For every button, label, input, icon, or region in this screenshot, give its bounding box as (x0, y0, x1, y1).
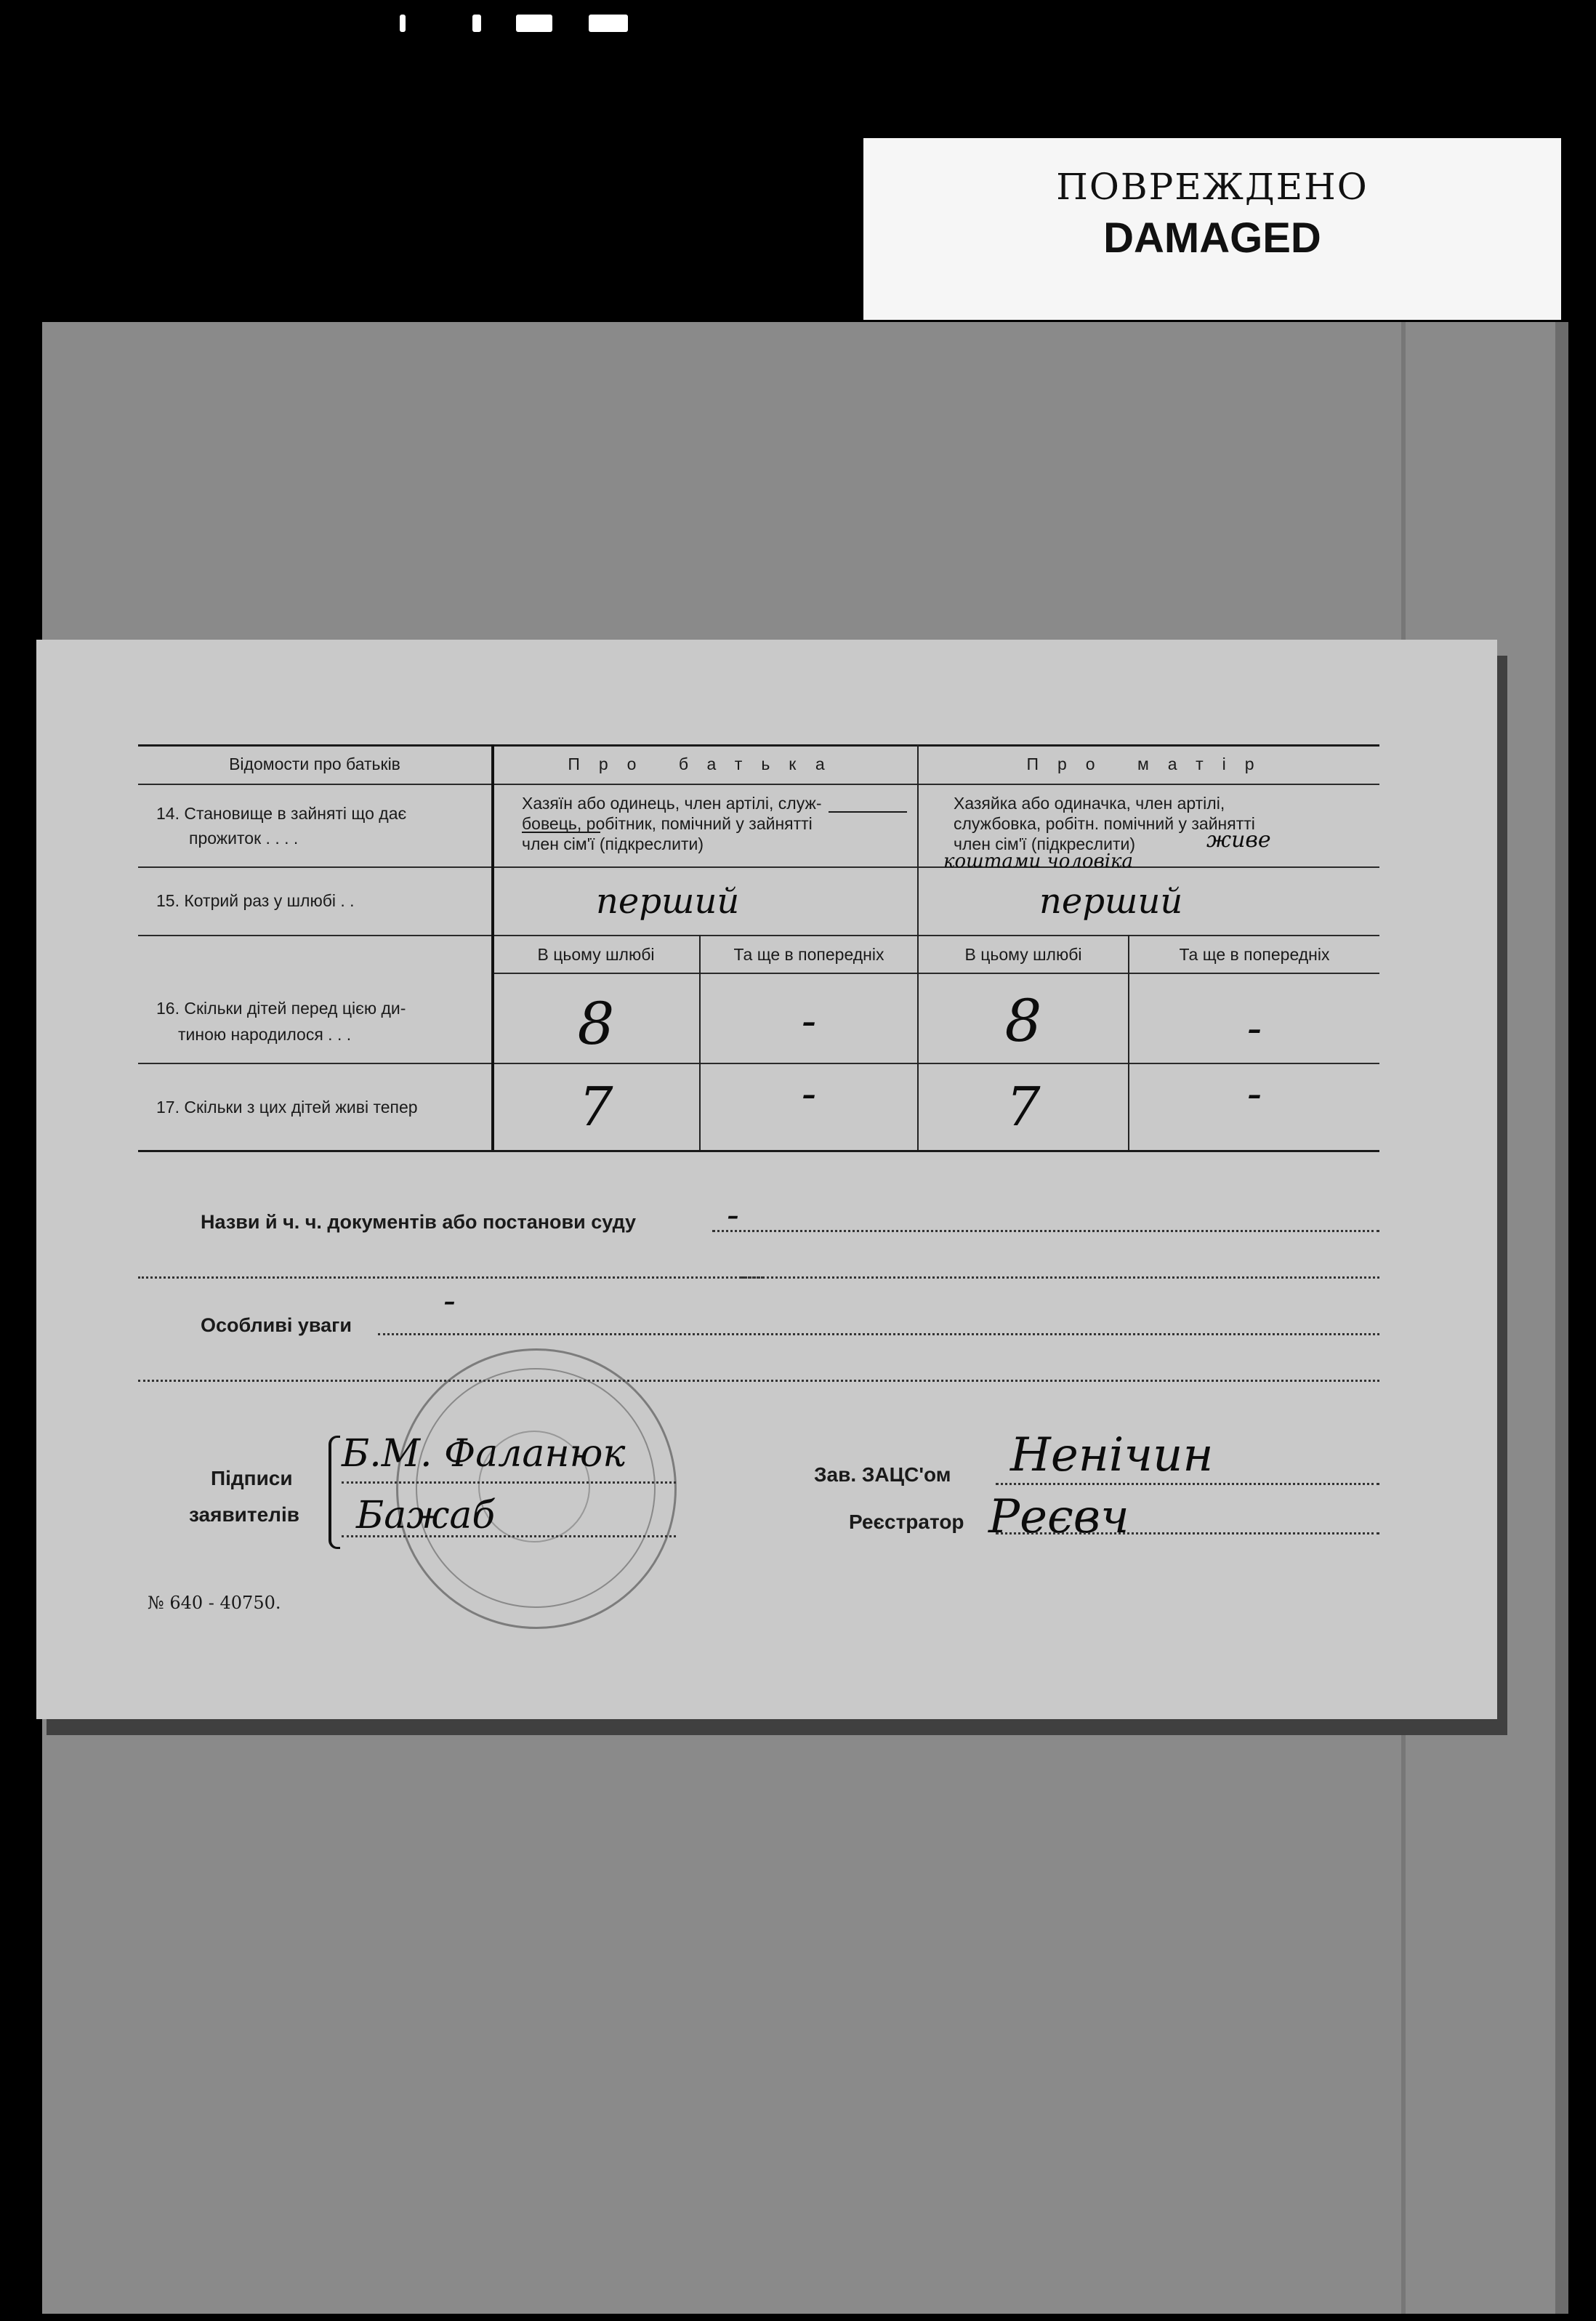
registration-card (36, 640, 1497, 1719)
row16-father-this: 8 (577, 990, 615, 1058)
applicants-label-line1: Підписи (211, 1467, 293, 1489)
row14-mother-line3: член сім'ї (підкреслити) (954, 834, 1135, 853)
documents-label: Назви й ч. ч. документів або постанови суду (201, 1211, 637, 1233)
row14-mother-handwritten-1: живе (1206, 827, 1271, 853)
row17-label: 17. Скільки з цих дітей живі тепер (156, 1098, 418, 1117)
film-sprocket-marks (392, 15, 632, 35)
registrar-label: Реєстратор (849, 1511, 964, 1533)
subheader-father-previous: Та ще в попередніх (733, 945, 884, 964)
folder-edge (1555, 322, 1568, 2314)
row14-mother-line2: службовка, робітн. помічний у зайнятті (954, 814, 1255, 833)
row14-father-underline (829, 811, 907, 813)
row14-father-underline (522, 832, 600, 833)
subheader-mother-this-marriage: В цьому шлюбі (964, 945, 1082, 964)
header-parents: Відомости про батьків (229, 755, 400, 773)
row15-mother-value: перший (1039, 881, 1183, 922)
row15-label: 15. Котрий раз у шлюбі . . (156, 891, 355, 910)
row15-father-value: перший (596, 881, 740, 922)
row17-mother-this: 7 (1006, 1076, 1041, 1138)
registrar-signature: Реєвч (988, 1490, 1129, 1544)
applicants-label-line2: заявителів (189, 1503, 299, 1526)
notes-value: - (443, 1279, 456, 1322)
row14-father-line1: Хазяїн або одинець, член артілі, служ- (522, 794, 822, 813)
row17-father-this: 7 (579, 1076, 613, 1138)
row17-father-prev: - (801, 1069, 817, 1119)
row16-mother-this: 8 (1004, 987, 1042, 1055)
head-signature: Ненічин (1010, 1428, 1214, 1482)
subheader-mother-previous: Та ще в попередніх (1179, 945, 1330, 964)
damaged-banner-en: DAMAGED (1103, 214, 1321, 262)
row14-father-line2: бовець, робітник, помічний у зайнятті (522, 814, 813, 833)
damaged-banner (863, 138, 1561, 320)
damaged-banner-ru: ПОВРЕЖДЕНО (1056, 166, 1369, 208)
row14-mother-handwritten-2: коштами чоловіка (943, 850, 1134, 872)
row14-father-line3: член сім'ї (підкреслити) (522, 834, 704, 853)
official-stamp (396, 1348, 677, 1629)
head-label: Зав. ЗАЦС'ом (814, 1463, 951, 1486)
applicants-brace (329, 1436, 340, 1549)
header-father: Про батька (568, 755, 844, 773)
documents-value: - (727, 1194, 739, 1236)
row16-mother-prev: - (1246, 1003, 1262, 1054)
row16-label-line1: 16. Скільки дітей перед цією ди- (156, 999, 406, 1018)
row16-label-line2: тиною народилося . . . (178, 1025, 352, 1044)
header-mother: Про матір (1026, 755, 1273, 773)
row17-mother-prev: - (1246, 1069, 1262, 1119)
row14-label-line1: 14. Становище в зайнятi що дає (156, 804, 407, 823)
applicant-signature-1: Б.М. Фаланюк (342, 1432, 626, 1476)
row14-label-line2: прожиток . . . . (189, 829, 299, 848)
notes-label: Особливі уваги (201, 1314, 352, 1336)
subheader-father-this-marriage: В цьому шлюбі (537, 945, 655, 964)
row16-father-prev: - (801, 996, 817, 1047)
form-number: № 640 - 40750. (148, 1593, 281, 1613)
row14-mother-line1: Хазяйка або одиначка, член артілі, (954, 794, 1225, 813)
applicant-signature-2: Бажаб (356, 1494, 496, 1537)
